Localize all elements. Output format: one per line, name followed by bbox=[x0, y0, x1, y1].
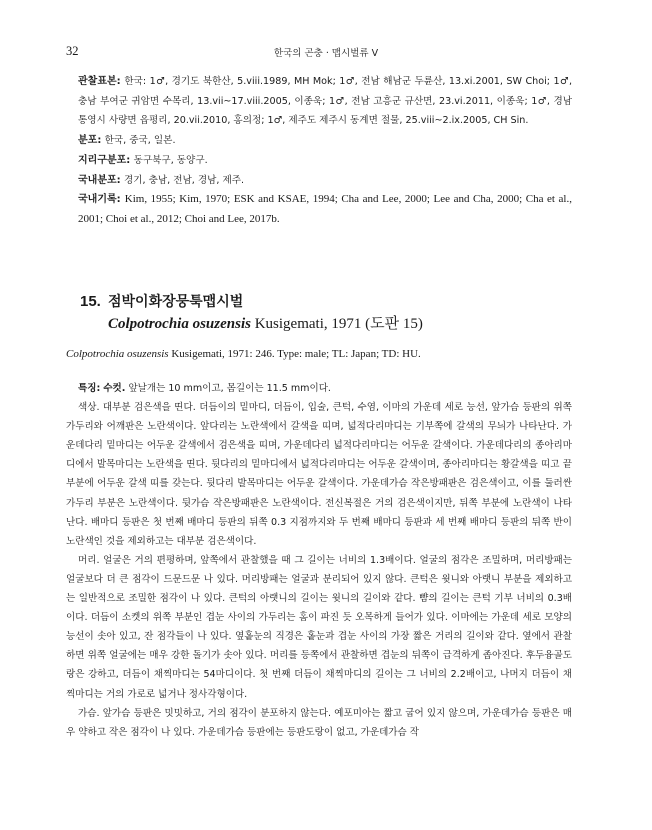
domestic-text: 경기, 충남, 전남, 경남, 제주. bbox=[123, 174, 245, 186]
description-block bbox=[66, 379, 572, 742]
species-number: 15. bbox=[80, 293, 101, 310]
description-intro bbox=[66, 379, 572, 398]
reference-rest: Kusigemati, 1971: 246. Type: male; TL: Japan; TD: HU. bbox=[171, 348, 421, 360]
geo-text: 동구북구, 동양구. bbox=[133, 154, 208, 166]
page-number: 32 bbox=[66, 44, 79, 58]
reference-name: Colpotrochia osuzensis bbox=[66, 348, 169, 360]
species-heading-line2 bbox=[80, 313, 580, 335]
intro-text: 앞날개는 10 mm이고, 몸길이는 11.5 mm이다. bbox=[128, 383, 331, 394]
species-authority: Kusigemati, 1971 (도판 15) bbox=[254, 316, 423, 332]
geo-distribution bbox=[66, 151, 572, 171]
description-color: 색상. 대부분 검은색을 띤다. 더듬이의 밑마디, 더듬이, 입술, 큰턱, 수염, 이마의 가운데 세로 능선, 앞가슴 등판의 위쪽 가두리와 어깨판은 노란색이다. 앞다리는 노란색에서 갈색을 띠며, 넓적다리마디는 기부쪽에 갈색의 무늬가 나타난다. 가운데다리 밑마디는 어두운 갈색에서 검은색을 띠며, 가운데다리 넓적다리마디는 어두운 갈색이다. 가운데다리의 종아리마디에서 발목마디는 노란색을 띤다. 뒷다리의 밑마디에서 넓적다리마디는 어두운 갈색이며, 종아리마디는 황갈색을 띠고 끝부분에 어두운 갈색 띠를 갖는다. 뒷다리 발목마디는 어두운 갈색이다. 가운데가슴 작은방패판은 검은색이고, 이를 둘러싼 가두리 부분은 노란색이다. 뒷가슴 작은방패판은 노란색이다. 전신복절은 거의 검은색이지만, 뒤쪽 부분에 노란색이 나타난다. 배마디 등판은 첫 번째 배마디 등판의 뒤쪽 0.3 지점까지와 두 번째 배마디 등판과 세 번째 배마디 등판의 뒤쪽 반이 노란색인 것을 제외하고는 대부분 검은색이다. bbox=[66, 402, 572, 547]
domestic-records bbox=[66, 190, 572, 228]
domestic-label: 국내분포: bbox=[78, 174, 121, 186]
sex-label: 수컷. bbox=[103, 383, 126, 394]
species-scientific-name: Colpotrochia osuzensis bbox=[108, 316, 251, 332]
examined-text: 한국: 1♂, 경기도 북한산, 5.viii.1989, MH Mok; 1♂, 전남 해남군 두륜산, 13.xi.2001, SW Choi; 1♂, 충남 부여군 귀암면 수목리, 13.vii~17.viii.2005, 이종욱; 1♂, 전남 고흥군 규산면, 23.vi.2011, 이종욱; 1♂, 경남 통영시 사량면 읍평리, 20.vii.2010, 홍의정; 1♂, 제주도 제주시 동계면 절물, 25.viii~2.ix.2005, CH Sin. bbox=[78, 76, 572, 127]
species-heading-line1 bbox=[80, 291, 580, 313]
distribution-text: 한국, 중국, 일본. bbox=[104, 135, 176, 147]
records-block bbox=[66, 72, 572, 229]
description-head: 머리. 얼굴은 거의 편평하며, 앞쪽에서 관찰했을 때 그 길이는 너비의 1.3배이다. 얼굴의 점각은 조밀하며, 머리방패는 얼굴보다 더 큰 점각이 드문드문 나 있다. 머리방패는 얼굴과 분리되어 있지 않다. 큰턱은 윗니와 아랫니 부분을 제외하고는 일반적으로 조밀한 점각이 나 있다. 큰턱의 아랫니의 길이는 윗니의 길이와 같다. 뺨의 길이는 큰턱 기부 너비의 0.3배이다. 더듬이 소켓의 위쪽 부분인 겹눈 사이의 가두리는 홈이 파진 듯 오목하게 들어가 있다. 이마에는 가운데 세로 모양의 능선이 솟아 있고, 잔 점각들이 나 있다. 옆홑눈의 직경은 홑눈과 겹눈 사이의 가장 짧은 거리의 길이와 같다. 옆에서 관찰하면 위쪽 얼굴에는 매우 강한 돌기가 솟아 있다. 머리를 등쪽에서 관찰하면 겹눈의 뒤쪽이 급격하게 좁아진다. 후두융골도랑은 강하고, 더듬이 채찍마디는 54마디이다. 첫 번째 더듬이 채찍마디의 길이는 그 너비의 2.2배이고, 나머지 더듬이 채찍마디는 거의 가로로 넓거나 정사각형이다. bbox=[66, 554, 572, 700]
reference-line bbox=[66, 348, 572, 360]
running-head: 한국의 곤충 · 맵시벌류 V bbox=[273, 48, 379, 59]
feature-label: 특징: bbox=[78, 383, 101, 394]
geo-label: 지리구분포: bbox=[78, 154, 131, 166]
examined-label: 관찰표본: bbox=[78, 76, 121, 87]
records-label: 국내기록: bbox=[78, 194, 121, 206]
distribution bbox=[66, 131, 572, 151]
species-korean-name: 점박이화장뭉툭맵시벌 bbox=[108, 294, 244, 310]
domestic-distribution bbox=[66, 171, 572, 191]
examined-material bbox=[66, 72, 572, 131]
distribution-label: 분포: bbox=[78, 135, 102, 147]
records-text: Kim, 1955; Kim, 1970; ESK and KSAE, 1994; Cha and Lee, 2000; Lee and Cha, 2000; Cha et al., 2001; Choi et al., 2012; Choi and Lee, 2017b. bbox=[78, 193, 572, 225]
species-heading bbox=[80, 291, 580, 335]
description-thorax: 가슴. 앞가슴 등판은 밋밋하고, 거의 점각이 분포하지 않는다. 예포미아는 짧고 굽어 있지 않으며, 가운데가슴 등판은 매우 약하고 작은 점각이 나 있다. 가운데가슴 등판에는 등판도랑이 없고, 가운데가슴 작 bbox=[66, 707, 572, 738]
